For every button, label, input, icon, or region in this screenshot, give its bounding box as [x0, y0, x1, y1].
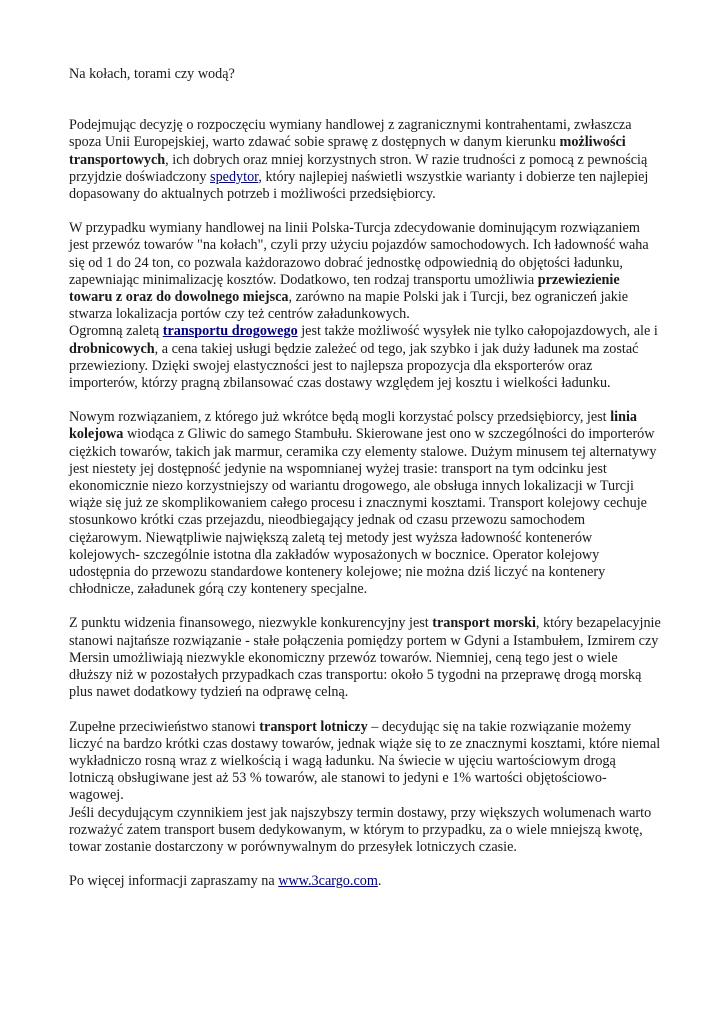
- link-3cargo[interactable]: www.3cargo.com: [278, 873, 378, 890]
- bold-air-transport: transport lotniczy: [259, 718, 368, 735]
- document-page: [69, 66, 661, 907]
- paragraph-more-info: Po więcej informacji zapraszamy na www.3cargo.com.: [69, 873, 382, 890]
- bold-possibilities: możliwości transportowych: [69, 134, 626, 168]
- document-title: Na kołach, torami czy wodą?: [69, 66, 235, 82]
- paragraph-road-advantages: Ogromną zaletą transportu drogowego jest także możliwość wysyłek nie tylko całopojazdowych, ale i drobnicowych, a cena takiej usługi będzie zależeć od tego, jak szybko i jak duży ładunek ma zostać przewieziony. Dzięki swojej elastyczności jest to najlepsza propozycja dla eksporterów oraz importerów, którzy pragną zbilansować czas dostawy względem jej kosztu i wielkości ładunku.: [69, 323, 658, 392]
- paragraph-sea-transport: Z punktu widzenia finansowego, niezwykle konkurencyjny jest transport morski, który bezapelacyjnie stanowi najtańsze rozwiązanie - stałe połączenia pomiędzy portem w Gdyni a Istambułem, Izmirem czy Mersin umożliwiają niezwykle ekonomiczny przewóz towarów. Niemniej, ceną tego jest o wiele dłuższy niż w pozostałych przypadkach czas transportu: około 5 tygodni na przeprawę drogą morską plus nawet dodatkowy tydzień na odprawę celną.: [69, 615, 661, 701]
- bold-rail-line: linia kolejowa: [69, 409, 637, 443]
- paragraph-road-transport: W przypadku wymiany handlowej na linii Polska-Turcja zdecydowanie dominującym rozwiązaniem jest przewóz towarów "na kołach", czyli przy użyciu pojazdów samochodowych. Ich ładowność waha się od 1 do 24 ton, co pozwala każdorazowo dobrać jednostkę odpowiednią do objętości ładunku, zapewniając minimalizację kosztów. Dodatkowo, ten rodzaj transportu umożliwia przewiezienie towaru z oraz do dowolnego miejsca, zarówno na mapie Polski jak i Turcji, bez ograniczeń jakie stwarza lokalizacja portów czy też centrów załadunkowych.: [69, 220, 649, 323]
- bold-groupage: drobnicowych: [69, 340, 155, 357]
- link-spedytor[interactable]: spedytor: [210, 168, 259, 185]
- bold-sea-transport: transport morski: [432, 615, 536, 632]
- paragraph-rail-transport: Nowym rozwiązaniem, z którego już wkrótce będą mogli korzystać polscy przedsiębiorcy, jest linia kolejowa wiodąca z Gliwic do samego Stambułu. Skierowane jest ono w szczególności do importerów ciężkich towarów, takich jak marmur, ceramika czy elementy stalowe. Dużym minusem tej alternatywy jest niestety jej dostępność jedynie na wspomnianej wyżej trasie: transport na tym odcinku jest ekonomicznie niezo korzystniejszy od wariantu drogowego, ale obsługa innych lokalizacji w Turcji wiąże się już ze skomplikowaniem całego procesu i znacznymi kosztami. Transport kolejowy cechuje stosunkowo krótki czas przejazdu, nieodbiegający jednak od czasu przewozu samochodem ciężarowym. Niewątpliwie największą zaletą tej metody jest wyższa ładowność kontenerów kolejowych- szczególnie istotna dla zakładów wyposażonych w bocznice. Operator kolejowy udostępnia do przewozu standardowe kontenery kolejowe; nie można dziś liczyć na kontenery chłodnicze, załadunek górą czy kontenery specjalne.: [69, 409, 657, 598]
- paragraph-dedicated-bus: Jeśli decydującym czynnikiem jest jak najszybszy termin dostawy, przy większych wolumenach warto rozważyć zatem transport busem dedykowanym, w którym to przypadku, za o wiele mniejszą kwotę, towar zostanie dostarczony w porównywalnym do przesyłek lotniczych czasie.: [69, 804, 652, 855]
- bold-any-place: przewiezienie towaru z oraz do dowolnego miejsca: [69, 271, 620, 306]
- link-road-transport[interactable]: transportu drogowego: [162, 323, 298, 340]
- paragraph-air-transport: Zupełne przeciwieństwo stanowi transport lotniczy – decydując się na takie rozwiązanie możemy liczyć na bardzo krótki czas dostawy towarów, jednak wiąże się to ze znacznymi kosztami, które niemal wykładniczo rosną wraz z wielkością i wagą ładunku. Na świecie w ujęciu wartościowym drogą lotniczą obsługiwane jest aż 53 % towarów, ale stanowi to jedyni e 1% wartości objętościowo-wagowej.: [69, 718, 661, 804]
- paragraph-intro: Podejmując decyzję o rozpoczęciu wymiany handlowej z zagranicznymi kontrahentami, zwłaszcza spoza Unii Europejskiej, warto zdawać sobie sprawę z dostępnych w danym kierunku możliwości transportowych, ich dobrych oraz mniej korzystnych stron. W razie trudności z pomocą z pewnością przyjdzie doświadczony spedytor, który najlepiej naświetli wszystkie warianty i dobierze ten najlepiej dopasowany do aktualnych potrzeb i możliwości przedsiębiorcy.: [69, 117, 649, 203]
